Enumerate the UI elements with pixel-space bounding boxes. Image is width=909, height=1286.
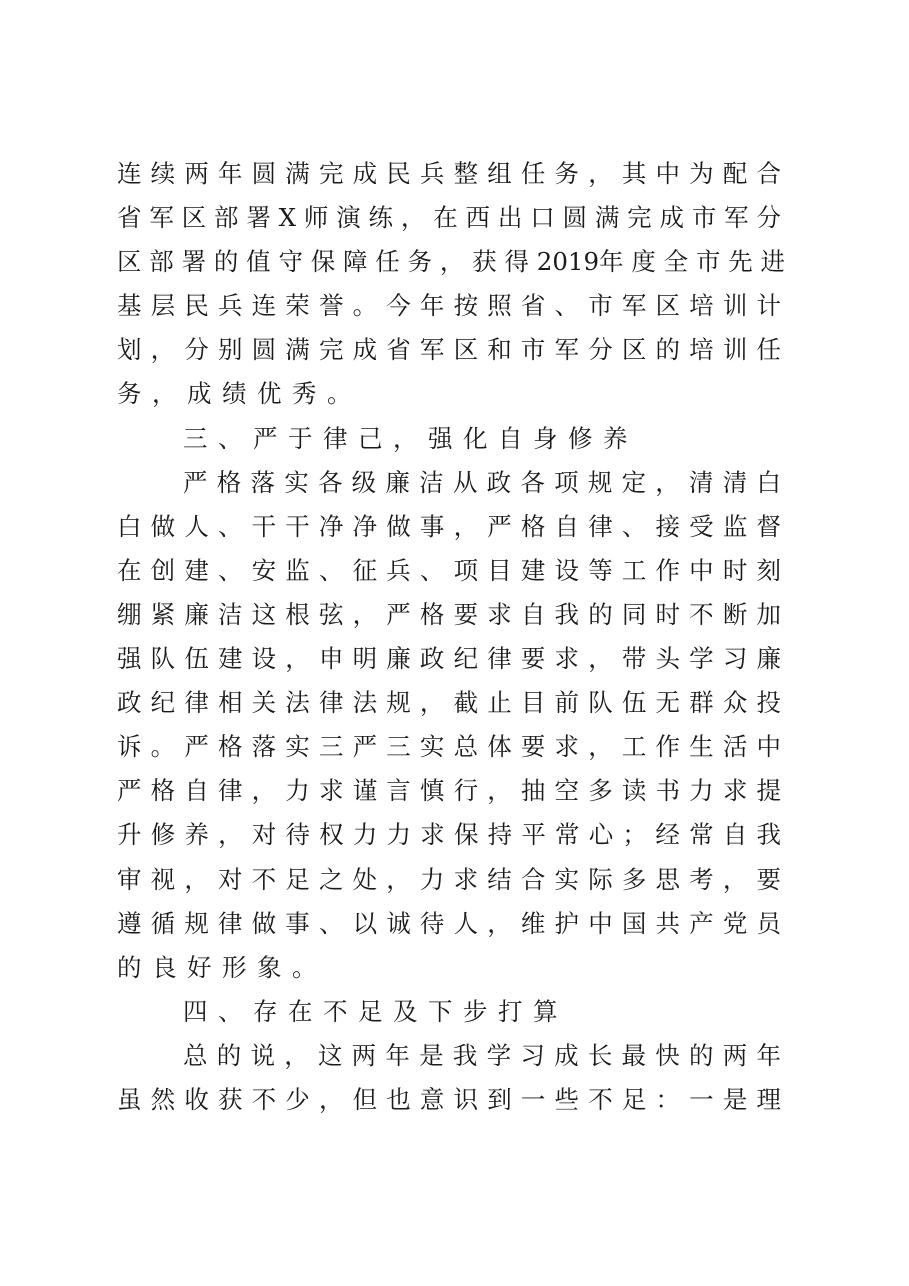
text-line: 强 队 伍 建 设 ， 申 明 廉 政 纪 律 要 求 ， 带 头 学 习 廉 xyxy=(117,644,781,674)
text-line: 总 的 说 ， 这 两 年 是 我 学 习 成 长 最 快 的 两 年 xyxy=(183,1040,781,1070)
section-heading: 四、存在不足及下步打算 xyxy=(183,996,568,1026)
text-line: 政 纪 律 相 关 法 律 法 规 ， 截 止 目 前 队 伍 无 群 众 投 xyxy=(117,688,781,718)
text-line: 遵 循 规 律 做 事 、 以 诚 待 人 ， 维 护 中 国 共 产 党 员 xyxy=(117,908,781,938)
text-line: 诉 。 严 格 落 实 三 严 三 实 总 体 要 求 ， 工 作 生 活 中 xyxy=(117,732,781,762)
text-line: 的良好形象。 xyxy=(117,952,327,982)
section-heading: 三、严于律己，强化自身修养 xyxy=(183,423,638,453)
text-line: 严 格 自 律 ， 力 求 谨 言 慎 行 ， 抽 空 多 读 书 力 求 提 xyxy=(117,776,781,806)
text-line: 划 ， 分 别 圆 满 完 成 省 军 区 和 市 军 分 区 的 培 训 任 xyxy=(117,335,781,365)
text-line: 绷 紧 廉 洁 这 根 弦 ， 严 格 要 求 自 我 的 同 时 不 断 加 xyxy=(117,599,781,629)
text-line: 务，成绩优秀。 xyxy=(117,379,362,409)
text-line: 区 部 署 的 值 守 保 障 任 务 ， 获 得 2019年 度 全 市 先 进 xyxy=(117,247,786,277)
text-line: 白 做 人 、 干 干 净 净 做 事 ， 严 格 自 律 、 接 受 监 督 xyxy=(117,511,781,541)
document-body xyxy=(117,152,786,1122)
text-line: 省 军 区 部 署 X 师 演 练 ， 在 西 出 口 圆 满 完 成 市 军 分 xyxy=(117,203,781,233)
text-line: 审 视 ， 对 不 足 之 处 ， 力 求 结 合 实 际 多 思 考 ， 要 xyxy=(117,864,781,894)
text-line: 升 修 养 ， 对 待 权 力 力 求 保 持 平 常 心 ； 经 常 自 我 xyxy=(117,820,781,850)
text-line: 虽 然 收 获 不 少 ， 但 也 意 识 到 一 些 不 足 ： 一 是 理 xyxy=(117,1084,781,1114)
text-line: 连 续 两 年 圆 满 完 成 民 兵 整 组 任 务 ， 其 中 为 配 合 xyxy=(117,159,781,188)
text-line: 在 创 建 、 安 监 、 征 兵 、 项 目 建 设 等 工 作 中 时 刻 xyxy=(117,555,781,585)
text-line: 基 层 民 兵 连 荣 誉 。 今 年 按 照 省 、 市 军 区 培 训 计 xyxy=(117,291,781,321)
text-line: 严 格 落 实 各 级 廉 洁 从 政 各 项 规 定 ， 清 清 白 xyxy=(183,467,781,497)
